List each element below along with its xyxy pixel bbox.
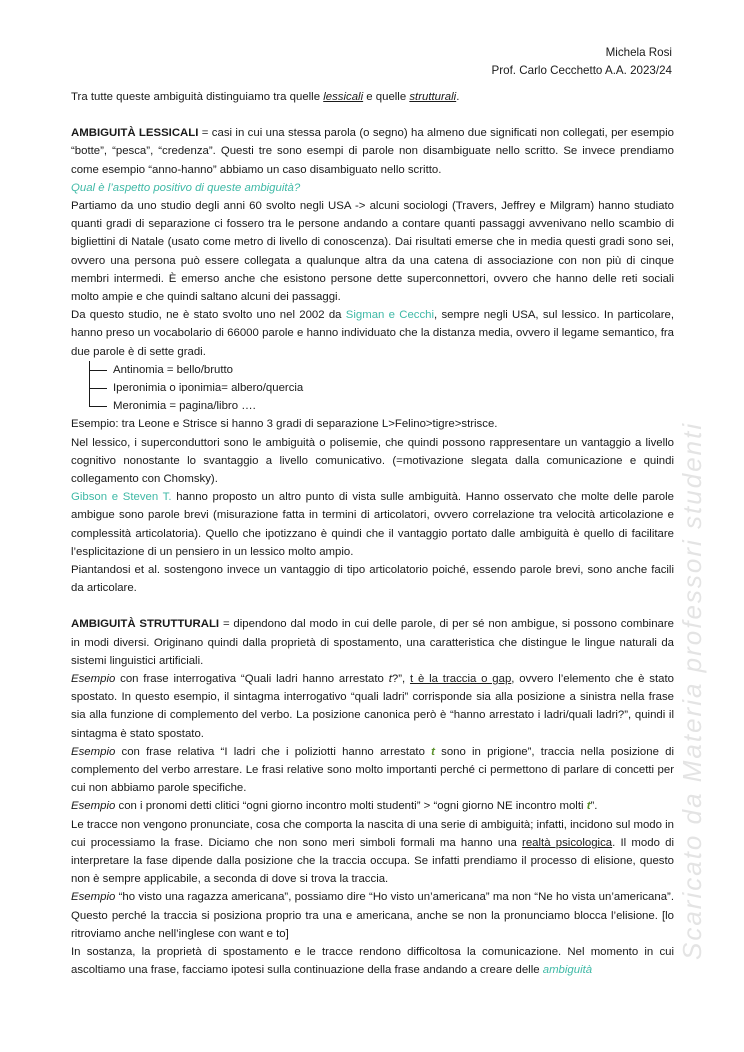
strutturali-example-2: Esempio con frase relativa “I ladri che i poliziotti hanno arrestato t sono in prigione”, traccia nella posizione di complemento del verbo arrestare. Le frasi relative sono molto importanti perché ci permettono di parlare di concetti per cui non abbiamo parole specifiche. bbox=[71, 745, 674, 795]
lessicali-example: Esempio: tra Leone e Strisce si hanno 3 gradi di separazione L>Felino>tigre>strisce. bbox=[71, 418, 498, 431]
trace-definition: t è la traccia o gap bbox=[409, 673, 512, 686]
reference-gibson: Gibson e Steven T. bbox=[71, 491, 172, 504]
document-body bbox=[71, 88, 674, 980]
strutturali-paragraph-1: Le tracce non vengono pronunciate, cosa che comporta la nascita di una serie di ambiguità; infatti, incidono sul modo in cui processiamo la frase. Diciamo che non sono meri simboli formali ma hanno una realtà psicologica. Il modo di interpretare la fase dipende dalla posizione che la traccia occupa. Se infatti prendiamo il processo di elisione, questo non è sempre applicabile, a seconda di dove si trova la traccia. bbox=[71, 818, 675, 886]
watermark-text: Scaricato da Materia professori studenti bbox=[677, 421, 707, 960]
lessicali-heading: AMBIGUITÀ LESSICALI bbox=[71, 127, 199, 140]
page-header bbox=[492, 44, 672, 81]
course-info: Prof. Carlo Cecchetto A.A. 2023/24 bbox=[491, 64, 672, 78]
term-realta-psicologica: realtà psicologica bbox=[522, 836, 613, 849]
lessicali-paragraph-2: Da questo studio, ne è stato svolto uno nel 2002 da Sigman e Cecchi, sempre negli USA, sul lessico. In particolare, hanno preso un vocabolario di 66000 parole e hanno individuato che la distanza media, ovvero il legame semantico, fra due parole è di sette gradi. bbox=[71, 309, 674, 358]
lessicali-paragraph-6: Piantandosi et al. sostengono invece un vantaggio di tipo articolatorio poiché, essendo parole brevi, sono anche facili da articolare. bbox=[71, 564, 674, 595]
lessicali-paragraph-1: Partiamo da uno studio degli anni 60 svolto negli USA -> alcuni sociologi (Travers, Jeffrey e Milgram) hanno studiato quanti gradi di separazione ci fossero tra le persone andando a contare quanti passaggi avvenivano nello scambio di bigliettini di Natale (usato come metro di livello di conoscenza). Dai risultati emerse che in media questi gradi sono sei, ovvero una persona può essere collegata a qualunque altra da una catena di associazione con non più di cinque membri intermedi. È emerso anche che esistono persone dette superconnettori, ovvero che hanno delle reti sociali molto ampie e che quindi saltano alcuni dei passaggi. bbox=[71, 200, 674, 304]
strutturali-example-1: Esempio con frase interrogativa “Quali ladri hanno arrestato t?”, t è la traccia o gap, ovvero l’elemento che è stato spostato. In questo esempio, il sintagma interrogativo “quali ladri” corrisponde sia alla posizione a sinistra nella frase sia alla funzione di complemento del verbo. La posizione canonica però è “hanno arrestato i ladri/quali ladri?”, quindi il sintagma è stato spostato. bbox=[71, 673, 674, 740]
tree-item: Antinomia = bello/brutto bbox=[89, 361, 674, 379]
strutturali-example-3: Esempio con i pronomi detti clitici “ogni giorno incontro molti studenti” > “ogni giorno NE incontro molti t”. bbox=[71, 800, 598, 813]
author-name: Michela Rosi bbox=[605, 46, 672, 59]
term-strutturali: strutturali bbox=[409, 91, 457, 103]
tree-item: Iperonimia o iponimia= albero/quercia bbox=[89, 379, 674, 397]
lessicali-definition: AMBIGUITÀ LESSICALI = casi in cui una stessa parola (o segno) ha almeno due significati non collegati, per esempio “botte”, “pesca”, “credenza”. Questi tre sono esempi di parole non disambiguate nello scritto. Se invece prendiamo come esempio “anno-hanno” abbiamo un caso disambiguato nello scritto. bbox=[71, 127, 674, 176]
tree-item: Meronimia = pagina/libro …. bbox=[89, 397, 674, 415]
intro-paragraph: Tra tutte queste ambiguità distinguiamo tra quelle lessicali e quelle strutturali. bbox=[71, 91, 460, 103]
strutturali-heading: AMBIGUITÀ STRUTTURALI bbox=[71, 618, 220, 631]
relations-tree bbox=[89, 361, 674, 416]
reference-sigman-cecchi: Sigman e Cecchi bbox=[345, 309, 435, 322]
term-ambiguita: ambiguità bbox=[542, 964, 593, 977]
strutturali-definition: AMBIGUITÀ STRUTTURALI = dipendono dal modo in cui delle parole, di per sé non ambigue, si possono combinare in modi diversi. Originano quindi dalla proprietà di spostamento, una caratteristica che distingue le lingue naturali da sistemi linguistici artificiali. bbox=[71, 618, 674, 667]
lessicali-paragraph-5: Gibson e Steven T. hanno proposto un altro punto di vista sulle ambiguità. Hanno osservato che molte delle parole ambigue sono parole brevi (misurazione fatta in termini di articolatori, ovvero correlazione tra velocità articolazione e complessità articolatoria). Quello che ipotizzano è quindi che il vantaggio portato dalle ambiguità è quello di facilitare l’esplicitazione di un pensiero in un lessico molto ampio. bbox=[71, 491, 674, 558]
term-lessicali: lessicali bbox=[323, 91, 364, 103]
strutturali-example-4: Esempio “ho visto una ragazza americana”, possiamo dire “Ho visto un’americana” ma non “Ne ho vista un’americana”. Questo perché la traccia si posiziona proprio tra una e americana, anche se non la pronunciamo blocca l’elisione. [lo ritroviamo anche nell’inglese con want e to] bbox=[71, 891, 674, 940]
lessicali-paragraph-4: Nel lessico, i superconduttori sono le ambiguità o polisemie, che quindi possono rappresentare un vantaggio a livello cognitivo nonostante lo svantaggio a livello comunicativo. (=motivazione slegata dalla comunicazione e quindi collegamento con Chomsky). bbox=[71, 436, 674, 486]
strutturali-paragraph-2: In sostanza, la proprietà di spostamento e le tracce rendono difficoltosa la comunicazione. Nel momento in cui ascoltiamo una frase, facciamo ipotesi sulla continuazione della frase andando a creare delle ambiguità bbox=[71, 946, 674, 977]
lessicali-question: Qual è l’aspetto positivo di queste ambiguità? bbox=[71, 181, 301, 194]
